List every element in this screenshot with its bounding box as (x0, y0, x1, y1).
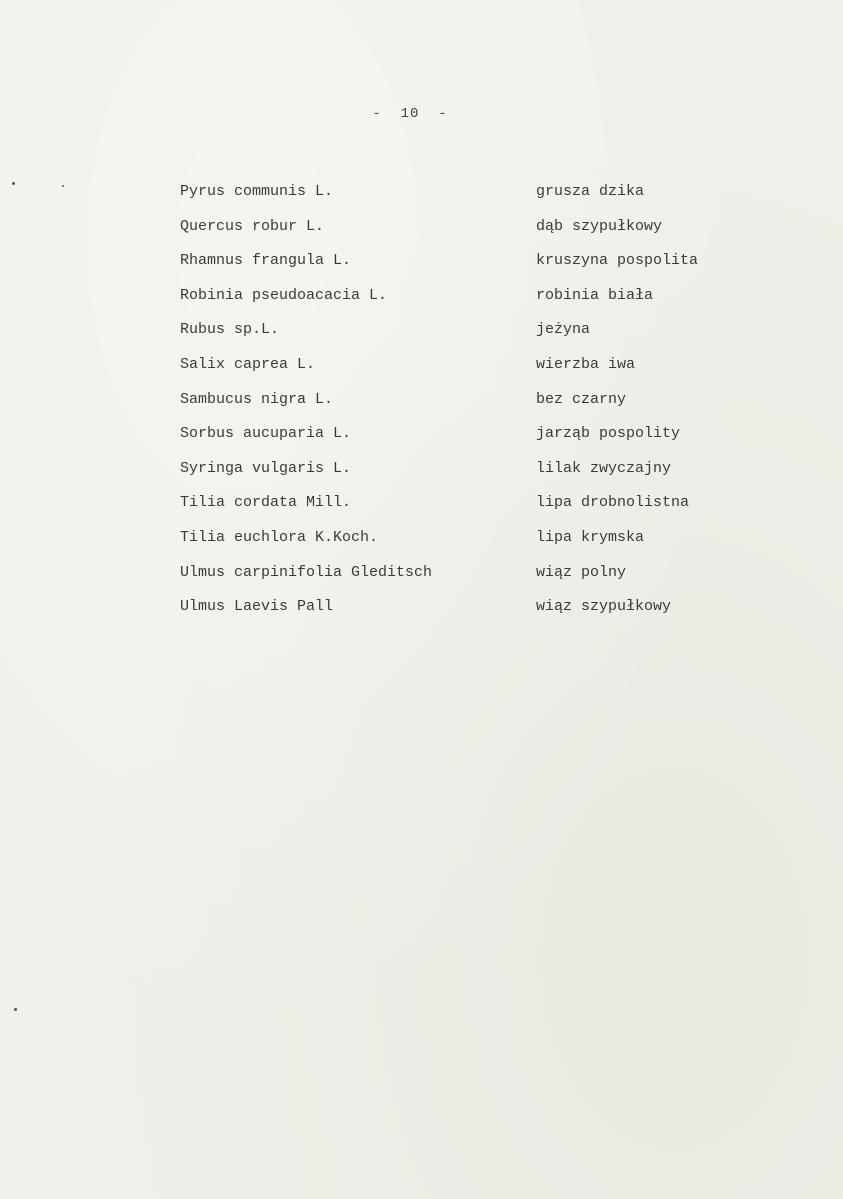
list-item (180, 320, 780, 355)
paper-speck (62, 185, 64, 187)
list-item (180, 251, 780, 286)
list-item (180, 182, 780, 217)
latin-name: Robinia pseudoacacia L. (180, 286, 388, 304)
latin-name: Sorbus aucuparia L. (180, 425, 352, 443)
polish-name: kruszyna pospolita (536, 252, 699, 270)
polish-name: lilak zwyczajny (536, 459, 672, 477)
polish-name: dąb szypułkowy (536, 217, 663, 235)
latin-name: Rhamnus frangula L. (180, 252, 352, 270)
latin-name: Quercus robur L. (180, 217, 325, 235)
list-item (180, 597, 780, 632)
polish-name: jarząb pospolity (536, 425, 681, 443)
latin-name: Salix caprea L. (180, 355, 316, 373)
polish-name: robinia biała (536, 286, 654, 304)
polish-name: grusza dzika (536, 183, 645, 200)
polish-name: lipa drobnolistna (536, 494, 690, 512)
paper-speck (14, 1008, 17, 1011)
latin-name: Tilia euchlora K.Koch. (180, 528, 379, 546)
list-item (180, 217, 780, 252)
list-item (180, 355, 780, 390)
latin-name: Pyrus communis L. (180, 183, 334, 200)
latin-name: Ulmus carpinifolia Gleditsch (180, 563, 433, 581)
paper-speck (12, 182, 15, 185)
list-item (180, 459, 780, 494)
latin-name: Syringa vulgaris L. (180, 459, 352, 477)
latin-name: Tilia cordata Mill. (180, 494, 352, 512)
polish-name: lipa krymska (536, 528, 645, 546)
polish-name: wiąz polny (536, 563, 627, 581)
polish-name: wiąz szypułkowy (536, 598, 672, 616)
polish-name: jeżyna (536, 321, 591, 339)
latin-name: Rubus sp.L. (180, 321, 280, 339)
list-item (180, 390, 780, 425)
list-item (180, 563, 780, 598)
species-list (180, 182, 780, 632)
polish-name: wierzba iwa (536, 355, 636, 373)
latin-name: Ulmus Laevis Pall (180, 598, 334, 616)
list-item (180, 493, 780, 528)
latin-name: Sambucus nigra L. (180, 390, 334, 408)
polish-name: bez czarny (536, 390, 627, 408)
list-item (180, 528, 780, 563)
list-item (180, 424, 780, 459)
list-item (180, 286, 780, 321)
page-number: - 10 - (372, 106, 448, 122)
